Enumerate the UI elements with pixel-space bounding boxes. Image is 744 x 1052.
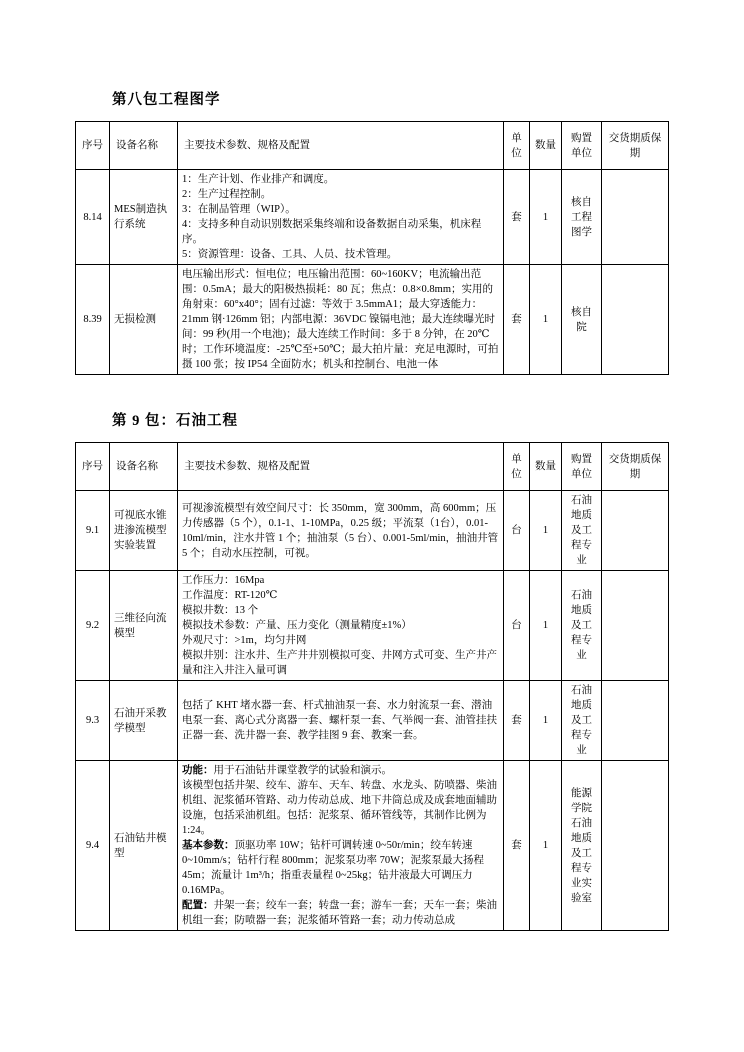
cell-delivery-warranty — [602, 681, 669, 761]
spec-value: 2：生产过程控制。 — [182, 189, 272, 200]
cell-unit: 套 — [504, 265, 530, 375]
section-heading: 第 9 包：石油工程 — [112, 413, 238, 429]
cell-equipment-name: 石油开采教学模型 — [110, 681, 178, 761]
cell-serial-number: 9.1 — [76, 491, 110, 571]
cell-spec-text — [178, 761, 504, 931]
spec-paragraph — [182, 763, 499, 778]
cell-purchasing-unit: 能源学院石油地质及工程专业实验室 — [562, 761, 602, 931]
spec-label: 配置： — [182, 900, 214, 911]
spec-value: 用于石油钻井课堂教学的试验和演示。 — [213, 765, 392, 776]
spec-paragraph — [182, 898, 499, 928]
cell-serial-number: 9.3 — [76, 681, 110, 761]
spec-paragraph — [182, 698, 499, 743]
cell-equipment-name: MES制造执行系统 — [110, 170, 178, 265]
cell-purchasing-unit: 石油地质及工程专业 — [562, 681, 602, 761]
column-header: 购置单位 — [562, 122, 602, 170]
spec-paragraph — [182, 618, 499, 633]
cell-purchasing-unit: 核自工程图学 — [562, 170, 602, 265]
cell-unit: 套 — [504, 170, 530, 265]
header-row — [76, 443, 669, 491]
column-header: 购置单位 — [562, 443, 602, 491]
spec-paragraph — [182, 778, 499, 838]
column-header: 主要技术参数、规格及配置 — [178, 122, 504, 170]
cell-purchasing-unit: 石油地质及工程专业 — [562, 491, 602, 571]
spec-value: 工作压力：16Mpa — [182, 575, 265, 586]
cell-spec-text — [178, 571, 504, 681]
cell-quantity: 1 — [530, 170, 562, 265]
spec-paragraph — [182, 202, 499, 217]
spec-value: 井架一套；绞车一套；转盘一套；游车一套；天车一套；柴油机组一套；防喷器一套；泥浆循环管路一套；动力传动总成 — [182, 900, 497, 926]
column-header: 交货期质保期 — [602, 443, 669, 491]
spec-paragraph — [182, 838, 499, 898]
cell-serial-number: 9.2 — [76, 571, 110, 681]
cell-equipment-name: 可视底水锥进渗流模型实验装置 — [110, 491, 178, 571]
table-row — [76, 170, 669, 265]
spec-value: 5：资源管理：设备、工具、人员、技术管理。 — [182, 249, 398, 260]
column-header: 主要技术参数、规格及配置 — [178, 443, 504, 491]
table-row — [76, 571, 669, 681]
spec-paragraph — [182, 633, 499, 648]
spec-value: 包括了 KHT 堵水器一套、杆式抽油泵一套、水力射流泵一套、潜油电泵一套、离心式分离器一套、螺杆泵一套、气举阀一套、油管挂扶正器一套、洗井器一套、教学挂图 9 套、教案一套。 — [182, 700, 497, 741]
cell-delivery-warranty — [602, 571, 669, 681]
cell-purchasing-unit: 核自院 — [562, 265, 602, 375]
cell-unit: 套 — [504, 681, 530, 761]
column-header: 单位 — [504, 443, 530, 491]
column-header: 序号 — [76, 122, 110, 170]
spec-value: 工作温度：RT-120℃ — [182, 590, 278, 601]
spec-paragraph — [182, 247, 499, 262]
cell-quantity: 1 — [530, 681, 562, 761]
spec-paragraph — [182, 501, 499, 561]
spec-value: 外观尺寸：>1m，均匀井网 — [182, 635, 307, 646]
table-row — [76, 491, 669, 571]
cell-quantity: 1 — [530, 761, 562, 931]
spec-label: 功能： — [182, 765, 214, 776]
cell-spec-text — [178, 265, 504, 375]
cell-quantity: 1 — [530, 491, 562, 571]
spec-paragraph — [182, 573, 499, 588]
cell-delivery-warranty — [602, 491, 669, 571]
spec-paragraph — [182, 172, 499, 187]
spec-value: 该模型包括井架、绞车、游车、天车、转盘、水龙头、防喷器、柴油机组、泥浆循环管路、动力传动总成、地下井筒总成及成套地面辅助设施，包括采油机组。包括：泥浆泵、循环管线等，其制作比例为 1:24。 — [182, 780, 497, 836]
equipment-table — [75, 442, 669, 931]
spec-value: 电压输出形式：恒电位；电压输出范围：60~160KV；电流输出范围：0.5mA；最大的阳极热损耗：80 瓦；焦点：0.8×0.8mm；实用的角射束：60°x40°；固有过滤：等效于 3.5mmA1；最大穿透能力：21mm 钢·126mm 铝；内部电源：36VDC 镍镉电池；最大连续曝光时间：99 秒(用一个电池)；最大连续工作时间：多于 8 分钟，在 20℃时；工作环境温度：-25℃至+50℃；最大拍片量：充足电源时，可拍摄 100 张；按 IP54 全面防水；机头和控制台、电池一体 — [182, 269, 499, 370]
header-row — [76, 122, 669, 170]
cell-equipment-name: 无损检测 — [110, 265, 178, 375]
cell-delivery-warranty — [602, 170, 669, 265]
spec-value: 顶驱功率 10W；钻杆可调转速 0~50r/min；绞车转速 0~10mm/s；钻杆行程 800mm；泥浆泵功率 70W；泥浆泵最大扬程 45m；流量计 1m³/h；指重表量程 0~25kg；钻井液最大可调压力 0.16MPa。 — [182, 840, 485, 896]
spec-paragraph — [182, 217, 499, 247]
cell-equipment-name: 三维径向流模型 — [110, 571, 178, 681]
cell-spec-text — [178, 491, 504, 571]
cell-serial-number: 9.4 — [76, 761, 110, 931]
cell-spec-text — [178, 681, 504, 761]
cell-equipment-name: 石油钻井模型 — [110, 761, 178, 931]
cell-spec-text — [178, 170, 504, 265]
section-package-8 — [75, 88, 669, 375]
cell-quantity: 1 — [530, 571, 562, 681]
spec-value: 模拟井数：13 个 — [182, 605, 259, 616]
cell-delivery-warranty — [602, 761, 669, 931]
cell-unit: 台 — [504, 491, 530, 571]
spec-paragraph — [182, 603, 499, 618]
cell-delivery-warranty — [602, 265, 669, 375]
cell-unit: 套 — [504, 761, 530, 931]
spec-paragraph — [182, 648, 499, 678]
table-row — [76, 681, 669, 761]
spec-value: 4：支持多种自动识别数据采集终端和设备数据自动采集，机床程序。 — [182, 219, 482, 245]
column-header: 数量 — [530, 122, 562, 170]
column-header: 设备名称 — [110, 443, 178, 491]
equipment-table — [75, 121, 669, 375]
table-row — [76, 761, 669, 931]
spec-value: 模拟技术参数：产量、压力变化（测量精度±1%） — [182, 620, 412, 631]
column-header: 交货期质保期 — [602, 122, 669, 170]
spec-value: 3：在制品管理（WIP）。 — [182, 204, 296, 215]
column-header: 数量 — [530, 443, 562, 491]
column-header: 序号 — [76, 443, 110, 491]
cell-serial-number: 8.14 — [76, 170, 110, 265]
section-package-9 — [75, 409, 669, 931]
column-header: 单位 — [504, 122, 530, 170]
spec-paragraph — [182, 267, 499, 372]
spec-value: 可视渗流模型有效空间尺寸：长 350mm，宽 300mm，高 600mm；压力传感器（5 个），0.1-1、1-10MPa，0.25 级；平流泵（1台），0.01-10ml/min，注水井管 1 个；抽油泵（5 台）、0.001-5ml/min，抽油井管 5 个；自动水压控制，可视。 — [182, 502, 499, 559]
column-header: 设备名称 — [110, 122, 178, 170]
spec-paragraph — [182, 187, 499, 202]
cell-serial-number: 8.39 — [76, 265, 110, 375]
table-row — [76, 265, 669, 375]
spec-value: 模拟井别：注水井、生产井井别模拟可变、井网方式可变、生产井产量和注入井注入量可调 — [182, 650, 497, 676]
spec-label: 基本参数： — [182, 840, 235, 851]
spec-paragraph — [182, 588, 499, 603]
section-heading: 第八包工程图学 — [112, 92, 221, 108]
cell-unit: 台 — [504, 571, 530, 681]
cell-quantity: 1 — [530, 265, 562, 375]
cell-purchasing-unit: 石油地质及工程专业 — [562, 571, 602, 681]
spec-value: 1：生产计划、作业排产和调度。 — [182, 174, 335, 185]
